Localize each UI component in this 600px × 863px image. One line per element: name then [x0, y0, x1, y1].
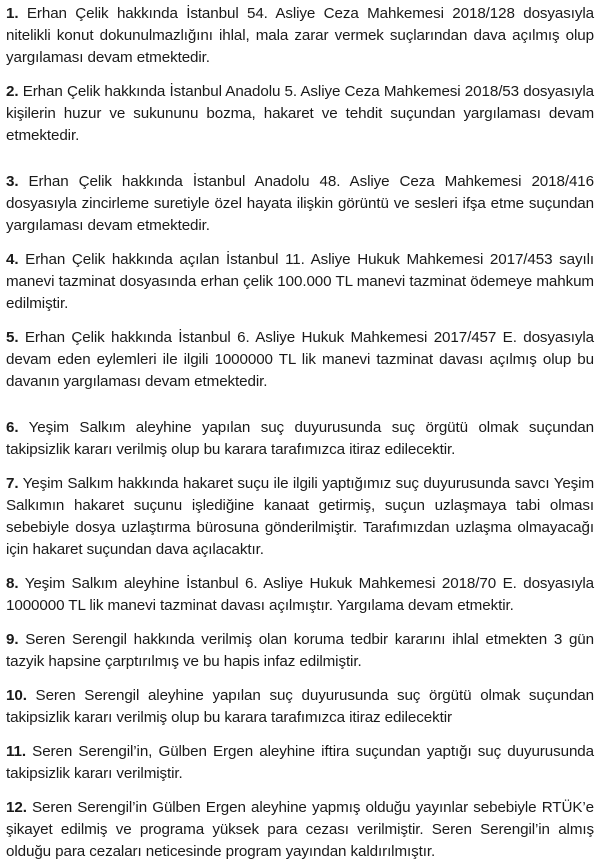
item-text: Seren Serengil’in, Gülben Ergen aleyhine iftira suçundan yaptığı suç duyurusunda takipsizlik kararı verilmiştir. — [6, 743, 594, 782]
item-number: 11. — [6, 743, 26, 760]
case-item — [6, 81, 594, 147]
case-item — [6, 3, 594, 69]
item-number: 7. — [6, 475, 19, 492]
item-text: Seren Serengil’in Gülben Ergen aleyhine yapmış olduğu yayınlar sebebiyle RTÜK’e şikayet edilmiş ve programa yüksek para cezası verilmiştir. Seren Serengil’in almış olduğu para cezaları neticesinde program yayından kaldırılmıştır. — [6, 799, 594, 860]
item-number: 4. — [6, 251, 19, 268]
item-text: Yeşim Salkım aleyhine İstanbul 6. Asliye Hukuk Mahkemesi 2018/70 E. dosyasıyla 1000000 TL lik manevi tazminat davası açılmıştır. Yargılama devam etmektir. — [6, 575, 594, 614]
item-number: 2. — [6, 83, 19, 100]
item-text: Erhan Çelik hakkında açılan İstanbul 11. Asliye Hukuk Mahkemesi 2017/453 sayılı manevi tazminat dosyasında erhan çelik 100.000 TL manevi tazminat ödemeye mahkum edilmiştir. — [6, 251, 594, 312]
item-text: Erhan Çelik hakkında İstanbul 54. Asliye Ceza Mahkemesi 2018/128 dosyasıyla nitelikli konut dokunulmazlığını ihlal, mala zarar vermek suçlarından dava açılmış olup yargılaması devam etmektedir. — [6, 5, 594, 66]
item-text: Erhan Çelik hakkında İstanbul Anadolu 5. Asliye Ceza Mahkemesi 2018/53 dosyasıyla kişilerin huzur ve sukununu bozma, hakaret ve tehdit suçundan yargılaması devam etmektedir. — [6, 83, 594, 144]
item-number: 1. — [6, 5, 19, 22]
item-number: 8. — [6, 575, 19, 592]
case-item — [6, 171, 594, 237]
case-item — [6, 473, 594, 561]
case-item — [6, 573, 594, 617]
item-text: Yeşim Salkım hakkında hakaret suçu ile ilgili yaptığımız suç duyurusunda savcı Yeşim Salkımın hakaret suçunu işlediğine kanaat getirmiş, suçun uzlaşmaya tabi olması sebebiyle dosya uzlaştırma bürosuna gönderilmiştir. Tarafımızdan uzlaşma olmayacağı için hakaret suçundan dava açılacaktır. — [6, 475, 594, 558]
case-item — [6, 685, 594, 729]
item-text: Seren Serengil aleyhine yapılan suç duyurusunda suç örgütü olmak suçundan takipsizlik kararı verilmiş olup bu karara tarafımızca itiraz edilecektir — [6, 687, 594, 726]
item-text: Erhan Çelik hakkında İstanbul Anadolu 48. Asliye Ceza Mahkemesi 2018/416 dosyasıyla zincirleme suretiyle özel hayata ilişkin görüntü ve sesleri ifşa etme suçundan yargılaması devam etmektedir. — [6, 173, 594, 234]
item-number: 3. — [6, 173, 19, 190]
item-number: 6. — [6, 419, 19, 436]
item-text: Erhan Çelik hakkında İstanbul 6. Asliye Hukuk Mahkemesi 2017/457 E. dosyasıyla devam eden eylemleri ile ilgili 1000000 TL lik manevi tazminat davası açılmış olup bu davanın yargılaması devam etmektedir. — [6, 329, 594, 390]
item-number: 10. — [6, 687, 27, 704]
item-text: Seren Serengil hakkında verilmiş olan koruma tedbir kararını ihlal etmekten 3 gün tazyik hapsine çarptırılmış ve bu hapis infaz edilmiştir. — [6, 631, 594, 670]
case-item — [6, 629, 594, 673]
item-text: Yeşim Salkım aleyhine yapılan suç duyurusunda suç örgütü olmak suçundan takipsizlik kararı verilmiş olup bu karara tarafımızca itiraz edilecektir. — [6, 419, 594, 458]
case-item — [6, 249, 594, 315]
item-number: 12. — [6, 799, 27, 816]
case-item — [6, 741, 594, 785]
item-number: 9. — [6, 631, 19, 648]
case-item — [6, 417, 594, 461]
case-item — [6, 327, 594, 393]
item-number: 5. — [6, 329, 19, 346]
case-item — [6, 797, 594, 863]
